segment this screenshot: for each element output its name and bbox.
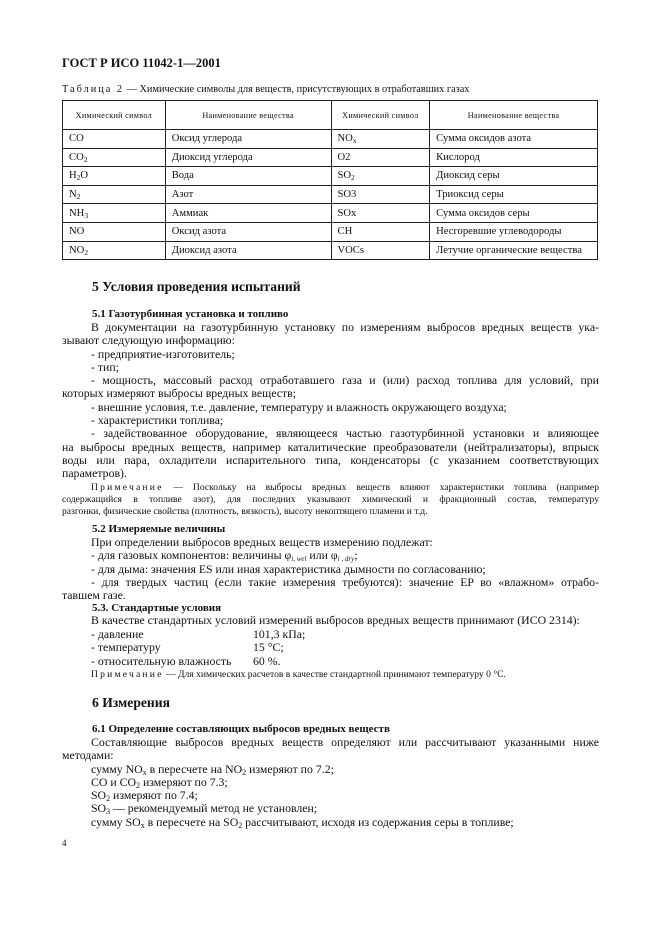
table-row	[63, 167, 598, 186]
symbol-cell: SO3	[331, 185, 430, 204]
standard-conditions-list	[62, 628, 305, 668]
method-item: сумму $NO_x$ в пересчете на $NO_2$ измеряют по 7.2;	[91, 761, 334, 777]
paragraph-line: методами:	[62, 748, 114, 763]
list-item: - предприятие-изготовитель;	[91, 346, 235, 361]
table-caption	[62, 84, 469, 95]
note-line: разгонки, физические свойства (плотность, вязкость), высоту некоптящего пламени и т.д.	[62, 506, 428, 518]
method-item: сумму $SO_x$ в пересчете на $SO_2$ рассчитывают, исходя из содержания серы в топливе;	[91, 814, 514, 830]
substance-cell: Диоксид серы	[430, 167, 598, 186]
condition-item: - относительную влажность 60 %.	[91, 653, 281, 668]
note-5-3	[62, 669, 599, 681]
symbol-cell: $NH_3$	[63, 204, 166, 223]
document-header: ГОСТ Р ИСО 11042-1—2001	[62, 56, 221, 70]
subsection-6-1-body	[62, 736, 599, 829]
symbol-cell: SOx	[331, 204, 430, 223]
list-item: - внешние условия, т.е. давление, температуру и влажность окружающего воздуха;	[91, 399, 507, 414]
symbol-cell: $N_2$	[63, 185, 166, 204]
substance-cell: Азот	[165, 185, 331, 204]
paragraph-line: Составляющие выбросов вредных веществ определяют или рассчитывают указанными ниже	[91, 735, 599, 749]
symbol-cell: $CO_2$	[63, 148, 166, 167]
list-item: - для твердых частиц (если такие измерения требуются): значение EP во «влажном» отрабо-	[91, 574, 599, 589]
section-6-title: 6 Измерения	[92, 695, 170, 710]
list-item-continuation: тавшем газе.	[62, 588, 126, 603]
list-item: - для дыма: значения ES или иная характеристика дымности по согласованию;	[91, 561, 486, 576]
table-row	[63, 204, 598, 223]
substance-cell: Оксид азота	[165, 222, 331, 241]
substance-cell: Летучие органические вещества	[430, 241, 598, 260]
substance-cell: Сумма оксидов серы	[430, 204, 598, 223]
symbol-cell: $H_2O$	[63, 167, 166, 186]
list-item: - мощность, массовый расход отработавшего газа и (или) расход топлива для условий, при	[91, 373, 599, 388]
list-item-continuation: которых измеряют выбросы вредных веществ;	[62, 386, 296, 401]
substance-cell: Сумма оксидов азота	[430, 130, 598, 149]
note-line: Примечание — Поскольку на выбросы вредных веществ влияют характеристики топлива (например	[91, 482, 599, 493]
symbol-cell: $SO_2$	[331, 167, 430, 186]
condition-item: - температуру 15 °С;	[91, 640, 284, 655]
symbol-cell: NO	[63, 222, 166, 241]
note-label: Примечание	[91, 482, 164, 493]
paragraph-line: В качестве стандартных условий измерений выбросов вредных веществ принимают (ИСО 2314):	[91, 613, 580, 627]
section-5-title: 5 Условия проведения испытаний	[92, 279, 301, 294]
subsection-5-3-title: 5.3. Стандартные условия	[92, 602, 222, 614]
column-header: Наименование вещества	[165, 101, 331, 130]
table-caption-label: Таблица 2	[62, 84, 125, 95]
note-label: Примечание	[91, 669, 164, 680]
table-row	[63, 241, 598, 260]
chemical-symbols-table	[62, 100, 598, 260]
subsection-5-3-body	[62, 614, 599, 627]
symbol-cell: $NO_2$	[63, 241, 166, 260]
condition-item: - давление 101,3 кПа;	[91, 627, 306, 641]
subsection-5-1-title: 5.1 Газотурбинная установка и топливо	[92, 308, 289, 320]
method-item: $SO_2$ измеряют по 7.4;	[91, 788, 198, 804]
substance-cell: Диоксид азота	[165, 241, 331, 260]
substance-cell: Несгоревшие углеводороды	[430, 222, 598, 241]
subsection-5-2-body	[62, 536, 599, 602]
substance-cell: Диоксид углерода	[165, 148, 331, 167]
list-item-continuation: параметров).	[62, 466, 127, 481]
substance-cell: Оксид углерода	[165, 130, 331, 149]
symbol-cell: $NO_x$	[331, 130, 430, 149]
method-item: $SO_3$ — рекомендуемый метод не установлен;	[91, 801, 318, 817]
column-header: Наименование вещества	[430, 101, 598, 130]
list-item-continuation: на выбросы вредных веществ, например каталитические преобразователи (нейтрализаторы), впрыск	[62, 439, 599, 454]
list-item: - задействованное оборудование, являющееся частью газотурбинной установки и влияющее	[91, 426, 599, 441]
method-item: CO и $CO_2$ измеряют по 7.3;	[91, 774, 228, 790]
subsection-6-1-title: 6.1 Определение составляющих выбросов вредных веществ	[92, 723, 390, 735]
paragraph-line: При определении выбросов вредных веществ измерению подлежат:	[91, 535, 433, 549]
column-header: Химический символ	[63, 101, 166, 130]
paragraph-line: зывают следующую информацию:	[62, 333, 235, 348]
symbol-cell: VOCs	[331, 241, 430, 260]
substance-cell: Вода	[165, 167, 331, 186]
table-row	[63, 185, 598, 204]
page-number: 4	[62, 838, 67, 848]
column-header: Химический символ	[331, 101, 430, 130]
list-item: - характеристики топлива;	[91, 413, 224, 428]
list-item: - для газовых компонентов: величины $\varphi_{i, wel}$ или $\varphi_{i , dry}$;	[91, 548, 358, 564]
table-row	[63, 222, 598, 241]
table-caption-text: — Химические символы для веществ, присутствующих в отработавших газах	[124, 84, 470, 95]
symbol-cell: CH	[331, 222, 430, 241]
symbol-cell: O2	[331, 148, 430, 167]
paragraph-line: В документации на газотурбинную установку по измерениям выбросов вредных веществ ука-	[91, 320, 599, 334]
subsection-5-1-body	[62, 321, 599, 481]
substance-cell: Аммиак	[165, 204, 331, 223]
table-header-row	[63, 101, 598, 130]
table-row	[63, 130, 598, 149]
note-5-1	[62, 482, 599, 519]
list-item: - тип;	[91, 359, 119, 374]
subsection-5-2-title: 5.2 Измеряемые величины	[92, 523, 226, 535]
substance-cell: Триоксид серы	[430, 185, 598, 204]
list-item-continuation: воды или пара, охладители испарительного типа, конденсаторы (с указанием соответствующих	[62, 452, 599, 467]
table-row	[63, 148, 598, 167]
note-line: Примечание — Для химических расчетов в качестве стандартной принимают температуру 0 °С.	[91, 669, 506, 680]
note-line: содержащийся в топливе азот), для последних указывают химический и фракционный состав, температуру	[62, 494, 599, 506]
substance-cell: Кислород	[430, 148, 598, 167]
symbol-cell: CO	[63, 130, 166, 149]
